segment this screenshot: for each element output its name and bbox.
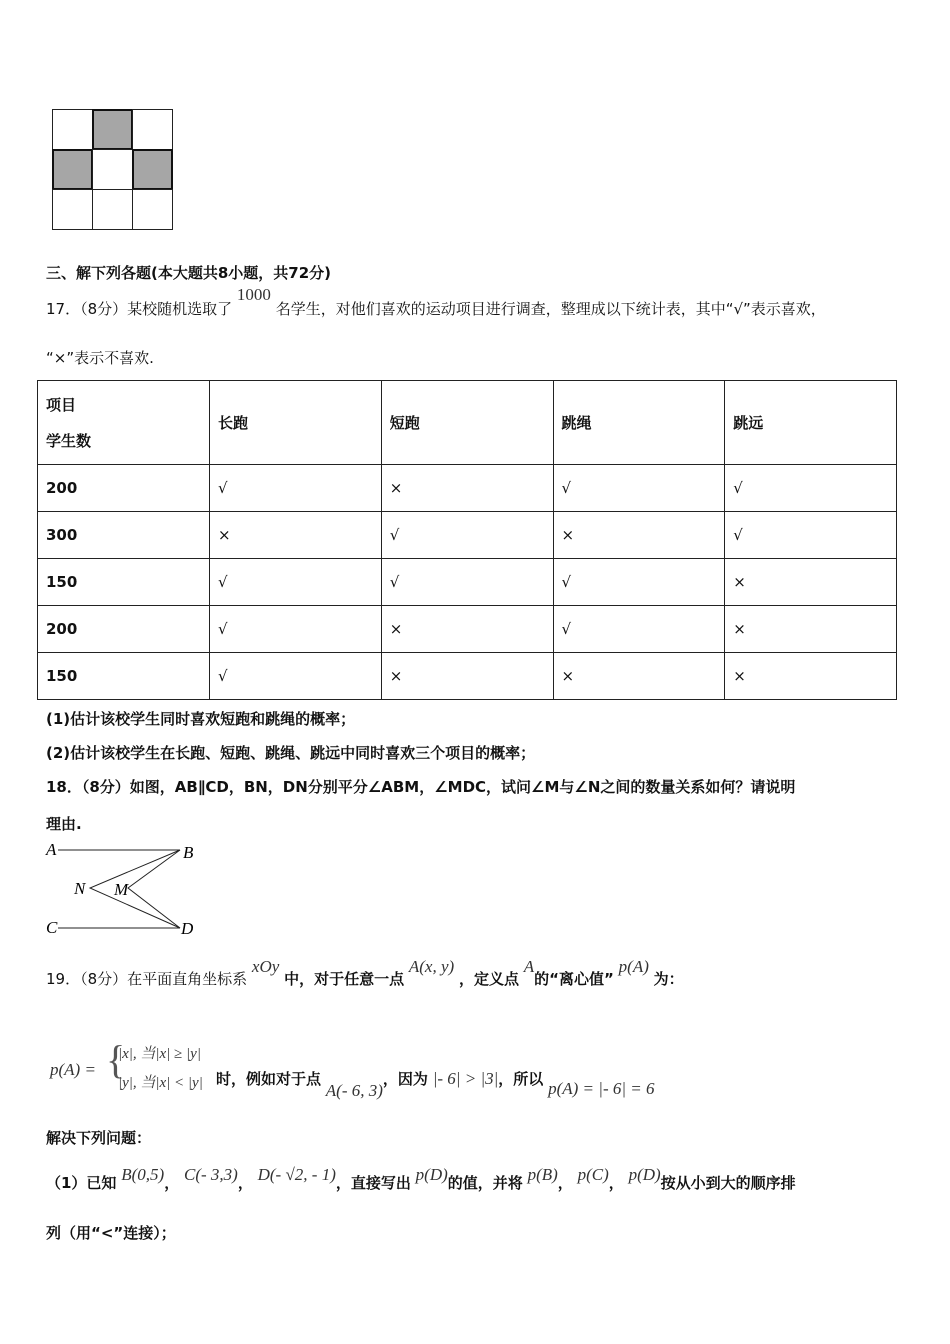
preference-mark: ×: [553, 653, 725, 700]
header-item: 项目: [46, 395, 77, 414]
math-b: B(0,5): [121, 1165, 165, 1184]
stats-table: [37, 380, 897, 700]
math-d: D(- √2, - 1): [257, 1165, 336, 1184]
preference-mark: √: [553, 465, 725, 512]
grid-cell: [132, 109, 173, 150]
math-pa: p(A): [618, 957, 649, 976]
grid-cell: [52, 109, 93, 150]
q19-part1-line1: （1）已知 B(0,5)， C(- 3,3)， D(- √2, - 1)，直接写出 p(D)的值，并将 p(B)， p(C)， p(D)按从小到大的顺序排: [46, 1165, 796, 1192]
math-a63: A(- 6, 3): [325, 1081, 383, 1100]
q19-text: ，因为: [382, 1070, 428, 1088]
preference-mark: √: [553, 559, 725, 606]
q19-text: ，所以: [498, 1070, 544, 1088]
preference-mark: ×: [381, 606, 553, 653]
q19-prefix: 19．（8分）在平面直角坐标系: [46, 970, 248, 988]
grid-cell: [132, 189, 173, 230]
q19-text: 中，对于任意一点: [284, 970, 405, 988]
label-m: M: [114, 880, 129, 899]
table-header-row: [38, 381, 897, 465]
q19-text: 为：: [653, 970, 684, 988]
grid-cell: [52, 189, 93, 230]
preference-mark: √: [210, 606, 382, 653]
math-c: C(- 3,3): [183, 1165, 238, 1184]
student-count: 300: [38, 512, 210, 559]
math-axy: A(x, y): [408, 957, 455, 976]
col-header: 跳绳: [553, 381, 725, 465]
table-row: [38, 559, 897, 606]
q17-line1: [46, 285, 826, 319]
col-header: 长跑: [210, 381, 382, 465]
header-count: 学生数: [46, 431, 92, 450]
math-pb: p(B): [527, 1165, 558, 1184]
q17-sub1: (1)估计该校学生同时喜欢短跑和跳绳的概率；: [46, 710, 356, 728]
student-count: 150: [38, 653, 210, 700]
student-count: 200: [38, 606, 210, 653]
label-d: D: [181, 919, 194, 938]
q19-text: ，直接写出: [335, 1174, 411, 1192]
q19-text: （1）已知: [46, 1174, 117, 1192]
math-xoy: xOy: [251, 957, 280, 976]
lines-bnd: [90, 850, 180, 928]
preference-mark: √: [553, 606, 725, 653]
def-lhs: p(A) =: [50, 1060, 96, 1079]
table-row: [38, 606, 897, 653]
col-header: 短跑: [381, 381, 553, 465]
math-a: A: [523, 957, 535, 976]
preference-mark: √: [210, 559, 382, 606]
student-count: 150: [38, 559, 210, 606]
q19-text: 按从小到大的顺序排: [660, 1174, 796, 1192]
preference-mark: ×: [381, 465, 553, 512]
q17-prefix: 17．（8分）某校随机选取了: [46, 300, 233, 318]
q17-text: 名学生，对他们喜欢的运动项目进行调查，整理成以下统计表，其中“√”表示喜欢，: [275, 300, 826, 318]
shaded-cell: [92, 109, 133, 150]
def-case2: |y|, 当|x| < |y|: [118, 1075, 203, 1091]
preference-mark: √: [381, 512, 553, 559]
math-pc: p(C): [577, 1165, 609, 1184]
col-header: 跳远: [725, 381, 897, 465]
q17-number: 1000: [236, 285, 271, 304]
q19-text: 的值，并将: [447, 1174, 523, 1192]
label-b: B: [183, 843, 194, 862]
q19-text: 时，例如对于点: [216, 1070, 322, 1088]
table-row: [38, 465, 897, 512]
preference-mark: √: [381, 559, 553, 606]
q19-text: 的“离心值”: [534, 970, 614, 988]
preference-mark: √: [210, 653, 382, 700]
preference-mark: ×: [381, 653, 553, 700]
table-row: [38, 512, 897, 559]
q19-example: [216, 1068, 655, 1100]
math-result: p(A) = |- 6| = 6: [548, 1079, 655, 1098]
preference-mark: √: [725, 465, 897, 512]
table-row: [38, 653, 897, 700]
shaded-cell: [132, 149, 173, 190]
grid-cell: [92, 149, 133, 190]
grid-cell: [92, 189, 133, 230]
shaded-cell: [52, 149, 93, 190]
q19-part1-line2: 列（用“<”连接）；: [46, 1224, 176, 1242]
grid-figure: [52, 109, 172, 229]
brace-icon: {: [106, 1037, 126, 1082]
label-a: A: [46, 840, 57, 859]
q17-line2: “×”表示不喜欢.: [46, 349, 154, 367]
preference-mark: ×: [725, 653, 897, 700]
q19-line1: [46, 957, 684, 989]
preference-mark: ×: [210, 512, 382, 559]
def-case1: |x|, 当|x| ≥ |y|: [118, 1046, 201, 1062]
q18-line1: 18．（8分）如图，AB∥CD，BN，DN分别平分∠ABM，∠MDC，试问∠M与∠N之间的数量关系如何？请说明: [46, 778, 796, 796]
student-count: 200: [38, 465, 210, 512]
math-pd: p(D): [415, 1165, 448, 1184]
q17-sub2: (2)估计该校学生在长跑、短跑、跳绳、跳远中同时喜欢三个项目的概率；: [46, 744, 536, 762]
preference-mark: ×: [553, 512, 725, 559]
preference-mark: √: [210, 465, 382, 512]
math-ineq: |- 6| > |3|: [432, 1069, 499, 1088]
preference-mark: ×: [725, 606, 897, 653]
label-n: N: [74, 879, 86, 898]
section-title: 三、解下列各题(本大题共8小题，共72分): [46, 264, 332, 282]
label-c: C: [46, 918, 58, 937]
parallel-lines-figure: [40, 838, 210, 938]
preference-mark: ×: [725, 559, 897, 606]
math-pd: p(D): [628, 1165, 661, 1184]
q19-text: ，定义点: [458, 970, 519, 988]
preference-mark: √: [725, 512, 897, 559]
q18-line2: 理由.: [46, 815, 82, 833]
solve-heading: 解决下列问题：: [46, 1129, 152, 1147]
